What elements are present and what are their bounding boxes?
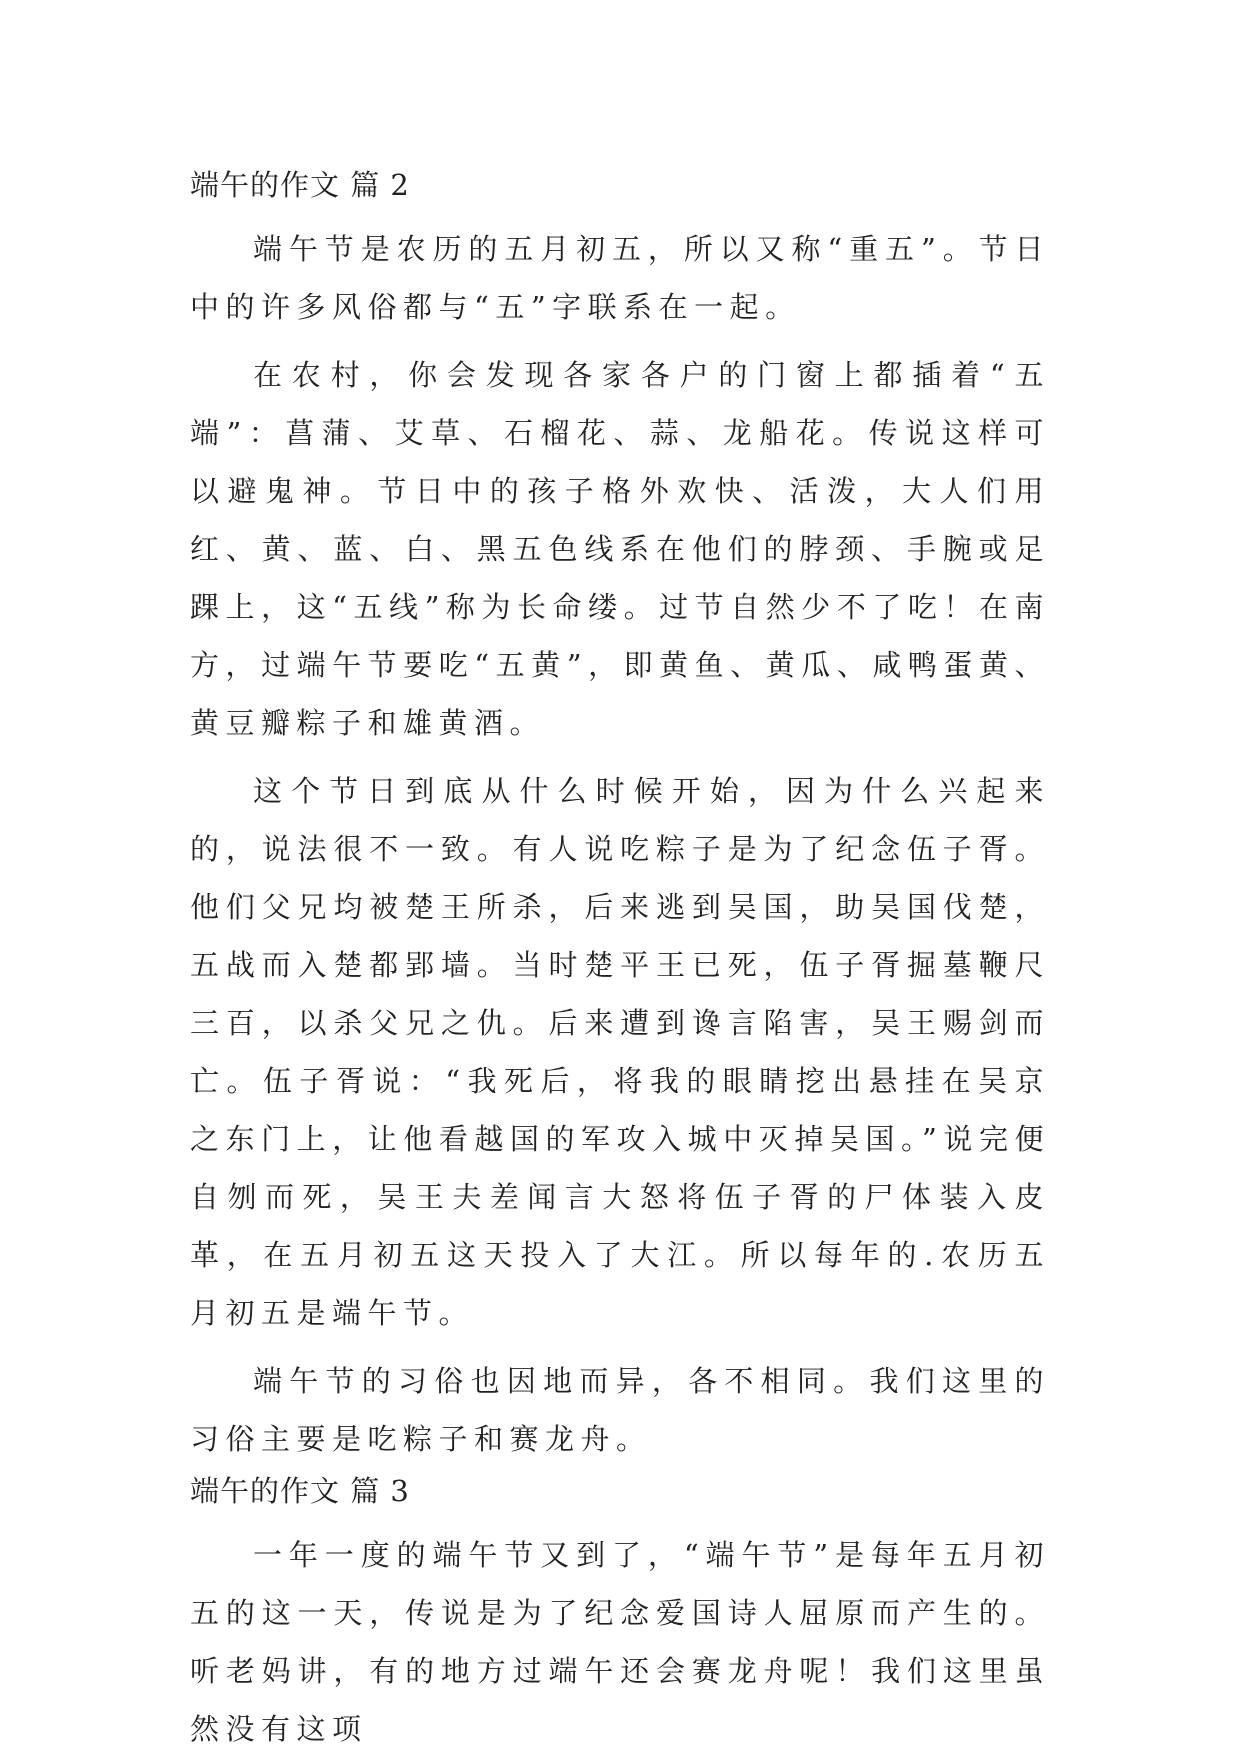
paragraph: 这个节日到底从什么时候开始，因为什么兴起来的，说法很不一致。有人说吃粽子是为了纪念伍子胥。他们父兄均被楚王所杀，后来逃到吴国，助吴国伐楚，五战而入楚都郢墙。当时楚平王已死，伍子胥掘墓鞭尺三百，以杀父兄之仇。后来遭到谗言陷害，吴王赐剑而亡。伍子胥说：“我死后，将我的眼睛挖出悬挂在吴京之东门上，让他看越国的军攻入城中灭掉吴国。”说完便自刎而死，吴王夫差闻言大怒将伍子胥的尸体装入皮革，在五月初五这天投入了大江。所以每年的.农历五月初五是端午节。 — [190, 774, 1050, 1330]
section-title-2: 端午的作文 篇 2 — [190, 168, 410, 202]
paragraph: 端午节是农历的五月初五，所以又称“重五”。节日中的许多风俗都与“五”字联系在一起。 — [190, 232, 1050, 324]
paragraph: 在农村，你会发现各家各户的门窗上都插着“五端”：菖蒲、艾草、石榴花、蒜、龙船花。传说这样可以避鬼神。节日中的孩子格外欢快、活泼，大人们用红、黄、蓝、白、黑五色线系在他们的脖颈、手腕或足踝上，这“五线”称为长命缕。过节自然少不了吃！在南方，过端午节要吃“五黄”，即黄鱼、黄瓜、咸鸭蛋黄、黄豆瓣粽子和雄黄酒。 — [190, 358, 1050, 740]
paragraph: 端午节的习俗也因地而异，各不相同。我们这里的习俗主要是吃粽子和赛龙舟。 — [190, 1364, 1050, 1456]
section-title-3: 端午的作文 篇 3 — [190, 1474, 410, 1508]
document-body — [190, 162, 1050, 1758]
paragraph: 一年一度的端午节又到了，“端午节”是每年五月初五的这一天，传说是为了纪念爱国诗人屈原而产生的。听老妈讲，有的地方过端午还会赛龙舟呢！我们这里虽然没有这项 — [190, 1538, 1050, 1746]
